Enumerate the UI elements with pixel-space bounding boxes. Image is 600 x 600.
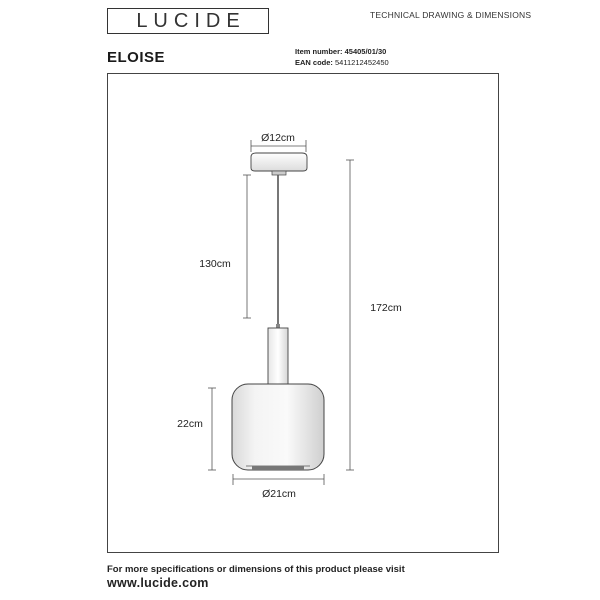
cable-length-dimension: [243, 175, 251, 318]
footer-website-link[interactable]: www.lucide.com: [107, 576, 209, 590]
item-number-label: Item number:: [295, 47, 343, 56]
shade-diameter-dimension: [233, 474, 324, 485]
total-height-dimension: [346, 160, 354, 470]
socket-holder: [268, 328, 288, 384]
canopy: [251, 153, 307, 175]
shade-height-dimension: [208, 388, 216, 470]
document-title: TECHNICAL DRAWING & DIMENSIONS: [370, 10, 532, 20]
product-name: ELOISE: [107, 49, 166, 66]
lucide-logo: LUCIDE: [107, 8, 269, 34]
shade-height-label: 22cm: [177, 418, 203, 430]
shade-diameter-label: Ø21cm: [262, 488, 296, 500]
canopy-diameter-label: Ø12cm: [261, 132, 295, 144]
item-number-value: 45405/01/30: [344, 47, 387, 56]
ean-value: 5411212452450: [335, 58, 389, 67]
cable-length-label: 130cm: [199, 258, 231, 270]
footer-info-text: For more specifications or dimensions of this product please visit: [107, 564, 405, 575]
ean-label: EAN code:: [295, 58, 333, 67]
glass-shade: [232, 384, 324, 470]
total-height-label: 172cm: [370, 302, 402, 314]
pendant-cable: [276, 175, 280, 328]
